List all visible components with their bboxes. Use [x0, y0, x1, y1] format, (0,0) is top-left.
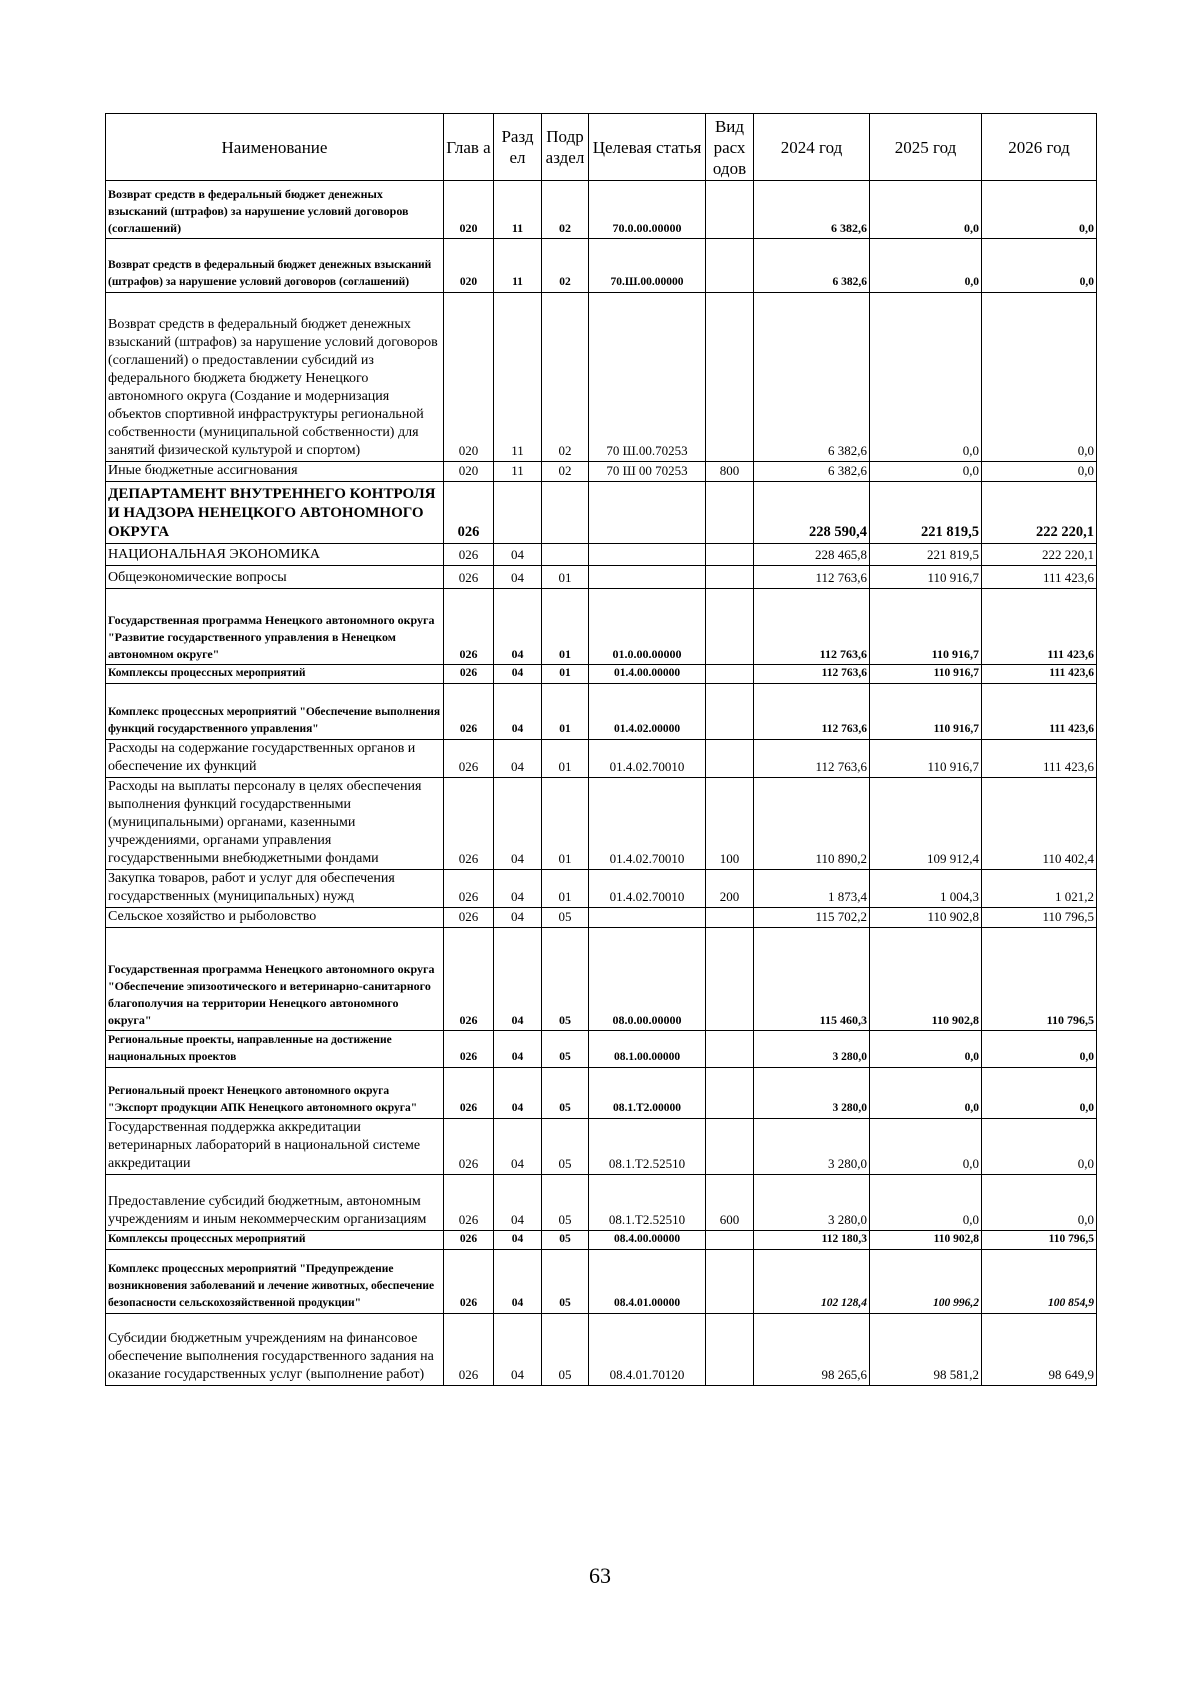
row-razdel: 11	[494, 462, 542, 482]
row-glava: 026	[444, 684, 494, 740]
row-2026: 110 402,4	[982, 778, 1097, 870]
row-name: Закупка товаров, работ и услуг для обеспечения государственных (муниципальных) нужд	[106, 870, 444, 908]
row-name: Расходы на содержание государственных органов и обеспечение их функций	[106, 740, 444, 778]
row-tselevaya: 08.4.00.00000	[589, 1231, 706, 1250]
row-podrazdel: 01	[542, 740, 589, 778]
row-podrazdel: 02	[542, 181, 589, 239]
row-2025: 110 902,8	[870, 908, 982, 928]
row-razdel: 04	[494, 1314, 542, 1386]
row-name: Возврат средств в федеральный бюджет денежных взысканий (штрафов) за нарушение условий договоров (соглашений)	[106, 239, 444, 293]
row-2024: 6 382,6	[754, 293, 870, 462]
row-razdel: 04	[494, 870, 542, 908]
row-2025: 109 912,4	[870, 778, 982, 870]
row-vid	[706, 1068, 754, 1119]
row-2024: 112 763,6	[754, 589, 870, 665]
row-podrazdel: 05	[542, 908, 589, 928]
row-podrazdel: 05	[542, 1250, 589, 1314]
row-2024: 115 460,3	[754, 928, 870, 1031]
row-glava: 026	[444, 740, 494, 778]
header-vid: Вид расх одов	[706, 114, 754, 181]
row-2025: 0,0	[870, 462, 982, 482]
row-tselevaya	[589, 482, 706, 544]
row-glava: 026	[444, 1068, 494, 1119]
row-2025: 110 902,8	[870, 928, 982, 1031]
row-vid	[706, 1314, 754, 1386]
row-vid	[706, 740, 754, 778]
row-razdel: 04	[494, 1031, 542, 1068]
row-vid	[706, 908, 754, 928]
row-vid	[706, 293, 754, 462]
row-glava: 026	[444, 589, 494, 665]
row-tselevaya	[589, 544, 706, 566]
row-podrazdel: 05	[542, 1031, 589, 1068]
row-name: Сельское хозяйство и рыболовство	[106, 908, 444, 928]
row-2026: 0,0	[982, 239, 1097, 293]
row-podrazdel: 01	[542, 566, 589, 589]
row-2025: 221 819,5	[870, 544, 982, 566]
row-podrazdel	[542, 482, 589, 544]
row-podrazdel: 02	[542, 462, 589, 482]
row-vid	[706, 566, 754, 589]
row-tselevaya	[589, 908, 706, 928]
row-2025: 0,0	[870, 239, 982, 293]
row-vid: 200	[706, 870, 754, 908]
row-podrazdel: 05	[542, 1119, 589, 1175]
row-razdel: 04	[494, 1068, 542, 1119]
row-tselevaya: 08.1.Т2.52510	[589, 1175, 706, 1231]
table-row	[106, 740, 1097, 778]
header-2025: 2025 год	[870, 114, 982, 181]
table-row	[106, 870, 1097, 908]
row-2026: 0,0	[982, 181, 1097, 239]
row-name: Предоставление субсидий бюджетным, автономным учреждениям и иным некоммерческим организациям	[106, 1175, 444, 1231]
header-row	[106, 114, 1097, 181]
row-name: Региональные проекты, направленные на достижение национальных проектов	[106, 1031, 444, 1068]
row-razdel: 04	[494, 740, 542, 778]
row-podrazdel: 02	[542, 239, 589, 293]
row-podrazdel	[542, 544, 589, 566]
row-tselevaya: 01.4.00.00000	[589, 665, 706, 684]
row-podrazdel: 01	[542, 684, 589, 740]
row-podrazdel: 02	[542, 293, 589, 462]
row-vid	[706, 1231, 754, 1250]
table-row	[106, 665, 1097, 684]
row-name: Общеэкономические вопросы	[106, 566, 444, 589]
row-2026: 0,0	[982, 1068, 1097, 1119]
row-tselevaya: 01.4.02.70010	[589, 778, 706, 870]
row-2026: 111 423,6	[982, 740, 1097, 778]
row-2024: 112 180,3	[754, 1231, 870, 1250]
row-name: Иные бюджетные ассигнования	[106, 462, 444, 482]
row-name: Комплексы процессных мероприятий	[106, 665, 444, 684]
row-2026: 111 423,6	[982, 566, 1097, 589]
row-2026: 110 796,5	[982, 908, 1097, 928]
header-glava: Глав а	[444, 114, 494, 181]
row-glava: 026	[444, 1119, 494, 1175]
row-vid: 100	[706, 778, 754, 870]
row-2025: 221 819,5	[870, 482, 982, 544]
row-razdel: 04	[494, 684, 542, 740]
row-name: Государственная программа Ненецкого автономного округа "Обеспечение эпизоотического и ветеринарно-санитарного благополучия на территории Ненецкого автономного округа"	[106, 928, 444, 1031]
row-name: Возврат средств в федеральный бюджет денежных взысканий (штрафов) за нарушение условий договоров (соглашений) о предоставлении субсидий из федерального бюджета бюджету Ненецкого автономного округа (Создание и модернизация объектов спортивной инфраструктуры региональной собственности (муниципальной собственности) для занятий физической культурой и спортом)	[106, 293, 444, 462]
table-row	[106, 908, 1097, 928]
row-name: Расходы на выплаты персоналу в целях обеспечения выполнения функций государственными (муниципальными) органами, казенными учреждениями, органами управления государственными внебюджетными фондами	[106, 778, 444, 870]
header-2024: 2024 год	[754, 114, 870, 181]
row-tselevaya: 01.4.02.00000	[589, 684, 706, 740]
table-row	[106, 1314, 1097, 1386]
row-2026: 0,0	[982, 293, 1097, 462]
row-glava: 026	[444, 1175, 494, 1231]
row-2024: 1 873,4	[754, 870, 870, 908]
table-row	[106, 181, 1097, 239]
table-row	[106, 462, 1097, 482]
row-2024: 228 590,4	[754, 482, 870, 544]
row-2025: 98 581,2	[870, 1314, 982, 1386]
row-glava: 026	[444, 1231, 494, 1250]
row-razdel: 11	[494, 181, 542, 239]
row-2025: 0,0	[870, 181, 982, 239]
budget-table	[105, 113, 1097, 1386]
row-glava: 026	[444, 908, 494, 928]
row-razdel: 04	[494, 908, 542, 928]
row-podrazdel: 01	[542, 870, 589, 908]
row-glava: 026	[444, 544, 494, 566]
row-razdel: 04	[494, 566, 542, 589]
table-row	[106, 566, 1097, 589]
row-vid	[706, 482, 754, 544]
header-podrazdel: Подр аздел	[542, 114, 589, 181]
row-name: Комплекс процессных мероприятий "Обеспечение выполнения функций государственного управления"	[106, 684, 444, 740]
row-name: Субсидии бюджетным учреждениям на финансовое обеспечение выполнения государственного задания на оказание государственных услуг (выполнение работ)	[106, 1314, 444, 1386]
row-2024: 3 280,0	[754, 1119, 870, 1175]
row-2025: 0,0	[870, 1068, 982, 1119]
row-vid	[706, 684, 754, 740]
row-vid	[706, 928, 754, 1031]
row-2024: 6 382,6	[754, 462, 870, 482]
table-row	[106, 589, 1097, 665]
header-razdel: Разд ел	[494, 114, 542, 181]
table-row	[106, 684, 1097, 740]
row-glava: 026	[444, 1250, 494, 1314]
table-row	[106, 1231, 1097, 1250]
row-podrazdel: 01	[542, 778, 589, 870]
row-glava: 026	[444, 928, 494, 1031]
row-vid	[706, 589, 754, 665]
row-2024: 6 382,6	[754, 239, 870, 293]
row-2024: 6 382,6	[754, 181, 870, 239]
row-2025: 0,0	[870, 1119, 982, 1175]
row-2026: 111 423,6	[982, 589, 1097, 665]
row-tselevaya: 01.0.00.00000	[589, 589, 706, 665]
row-podrazdel: 05	[542, 1314, 589, 1386]
row-2025: 110 902,8	[870, 1231, 982, 1250]
row-2024: 112 763,6	[754, 566, 870, 589]
row-tselevaya: 08.4.01.70120	[589, 1314, 706, 1386]
row-glava: 020	[444, 181, 494, 239]
row-2024: 112 763,6	[754, 684, 870, 740]
row-tselevaya: 08.1.00.00000	[589, 1031, 706, 1068]
row-2025: 0,0	[870, 1031, 982, 1068]
row-2025: 110 916,7	[870, 566, 982, 589]
row-name: Возврат средств в федеральный бюджет денежных взысканий (штрафов) за нарушение условий договоров (соглашений)	[106, 181, 444, 239]
table-row	[106, 1031, 1097, 1068]
row-glava: 026	[444, 870, 494, 908]
row-razdel: 04	[494, 928, 542, 1031]
header-name: Наименование	[106, 114, 444, 181]
header-2026: 2026 год	[982, 114, 1097, 181]
row-2026: 100 854,9	[982, 1250, 1097, 1314]
row-2026: 110 796,5	[982, 928, 1097, 1031]
row-2024: 3 280,0	[754, 1175, 870, 1231]
row-podrazdel: 05	[542, 1231, 589, 1250]
row-2026: 1 021,2	[982, 870, 1097, 908]
table-row	[106, 1250, 1097, 1314]
row-2026: 222 220,1	[982, 544, 1097, 566]
row-podrazdel: 05	[542, 1175, 589, 1231]
row-podrazdel: 01	[542, 589, 589, 665]
row-razdel: 04	[494, 544, 542, 566]
row-razdel: 04	[494, 1250, 542, 1314]
row-razdel: 11	[494, 239, 542, 293]
row-glava: 026	[444, 566, 494, 589]
row-glava: 026	[444, 665, 494, 684]
row-tselevaya: 08.4.01.00000	[589, 1250, 706, 1314]
table-row	[106, 544, 1097, 566]
row-2026: 110 796,5	[982, 1231, 1097, 1250]
row-razdel: 04	[494, 665, 542, 684]
row-name: НАЦИОНАЛЬНАЯ ЭКОНОМИКА	[106, 544, 444, 566]
row-2026: 0,0	[982, 1119, 1097, 1175]
row-2024: 112 763,6	[754, 665, 870, 684]
row-razdel	[494, 482, 542, 544]
row-vid: 600	[706, 1175, 754, 1231]
table-row	[106, 1068, 1097, 1119]
table-row	[106, 482, 1097, 544]
row-2025: 110 916,7	[870, 665, 982, 684]
row-2025: 0,0	[870, 1175, 982, 1231]
row-name: Государственная программа Ненецкого автономного округа "Развитие государственного управления в Ненецком автономном округе"	[106, 589, 444, 665]
row-2026: 111 423,6	[982, 665, 1097, 684]
row-glava: 026	[444, 1031, 494, 1068]
row-glava: 026	[444, 482, 494, 544]
table-row	[106, 293, 1097, 462]
row-tselevaya: 70 Ш 00 70253	[589, 462, 706, 482]
row-razdel: 04	[494, 778, 542, 870]
table-row	[106, 1119, 1097, 1175]
row-2024: 115 702,2	[754, 908, 870, 928]
row-vid	[706, 239, 754, 293]
row-2025: 110 916,7	[870, 684, 982, 740]
row-vid	[706, 665, 754, 684]
row-2026: 0,0	[982, 1175, 1097, 1231]
row-razdel: 04	[494, 1231, 542, 1250]
row-tselevaya: 70.Ш.00.00000	[589, 239, 706, 293]
row-podrazdel: 01	[542, 665, 589, 684]
row-2025: 110 916,7	[870, 740, 982, 778]
row-vid	[706, 544, 754, 566]
table-row	[106, 928, 1097, 1031]
row-name: Комплекс процессных мероприятий "Предупреждение возникновения заболеваний и лечение животных, обеспечение безопасности сельскохозяйственной продукции"	[106, 1250, 444, 1314]
table-row	[106, 1175, 1097, 1231]
row-glava: 020	[444, 462, 494, 482]
row-vid: 800	[706, 462, 754, 482]
row-razdel: 04	[494, 589, 542, 665]
row-2024: 228 465,8	[754, 544, 870, 566]
row-2026: 111 423,6	[982, 684, 1097, 740]
row-2026: 0,0	[982, 462, 1097, 482]
row-2025: 100 996,2	[870, 1250, 982, 1314]
page-number: 63	[589, 1563, 611, 1588]
row-glava: 026	[444, 1314, 494, 1386]
row-podrazdel: 05	[542, 1068, 589, 1119]
row-2025: 1 004,3	[870, 870, 982, 908]
row-glava: 020	[444, 293, 494, 462]
row-name: Государственная поддержка аккредитации ветеринарных лабораторий в национальной системе аккредитации	[106, 1119, 444, 1175]
row-2024: 3 280,0	[754, 1031, 870, 1068]
row-tselevaya: 01.4.02.70010	[589, 870, 706, 908]
row-tselevaya: 08.1.Т2.52510	[589, 1119, 706, 1175]
row-razdel: 04	[494, 1175, 542, 1231]
row-tselevaya: 70.0.00.00000	[589, 181, 706, 239]
row-2024: 110 890,2	[754, 778, 870, 870]
row-name: ДЕПАРТАМЕНТ ВНУТРЕННЕГО КОНТРОЛЯ И НАДЗОРА НЕНЕЦКОГО АВТОНОМНОГО ОКРУГА	[106, 482, 444, 544]
row-vid	[706, 1031, 754, 1068]
row-2026: 98 649,9	[982, 1314, 1097, 1386]
row-vid	[706, 1250, 754, 1314]
header-tselevaya: Целевая статья	[589, 114, 706, 181]
row-tselevaya: 08.1.Т2.00000	[589, 1068, 706, 1119]
row-2025: 110 916,7	[870, 589, 982, 665]
row-tselevaya: 01.4.02.70010	[589, 740, 706, 778]
row-tselevaya: 70 Ш.00.70253	[589, 293, 706, 462]
row-vid	[706, 181, 754, 239]
row-2024: 3 280,0	[754, 1068, 870, 1119]
row-vid	[706, 1119, 754, 1175]
row-glava: 026	[444, 778, 494, 870]
row-2024: 112 763,6	[754, 740, 870, 778]
row-podrazdel: 05	[542, 928, 589, 1031]
row-tselevaya: 08.0.00.00000	[589, 928, 706, 1031]
row-glava: 020	[444, 239, 494, 293]
row-name: Региональный проект Ненецкого автономного округа "Экспорт продукции АПК Ненецкого автономного округа"	[106, 1068, 444, 1119]
row-2026: 0,0	[982, 1031, 1097, 1068]
row-razdel: 11	[494, 293, 542, 462]
row-2026: 222 220,1	[982, 482, 1097, 544]
row-2024: 98 265,6	[754, 1314, 870, 1386]
row-razdel: 04	[494, 1119, 542, 1175]
table-row	[106, 778, 1097, 870]
row-2024: 102 128,4	[754, 1250, 870, 1314]
row-name: Комплексы процессных мероприятий	[106, 1231, 444, 1250]
row-tselevaya	[589, 566, 706, 589]
table-row	[106, 239, 1097, 293]
row-2025: 0,0	[870, 293, 982, 462]
